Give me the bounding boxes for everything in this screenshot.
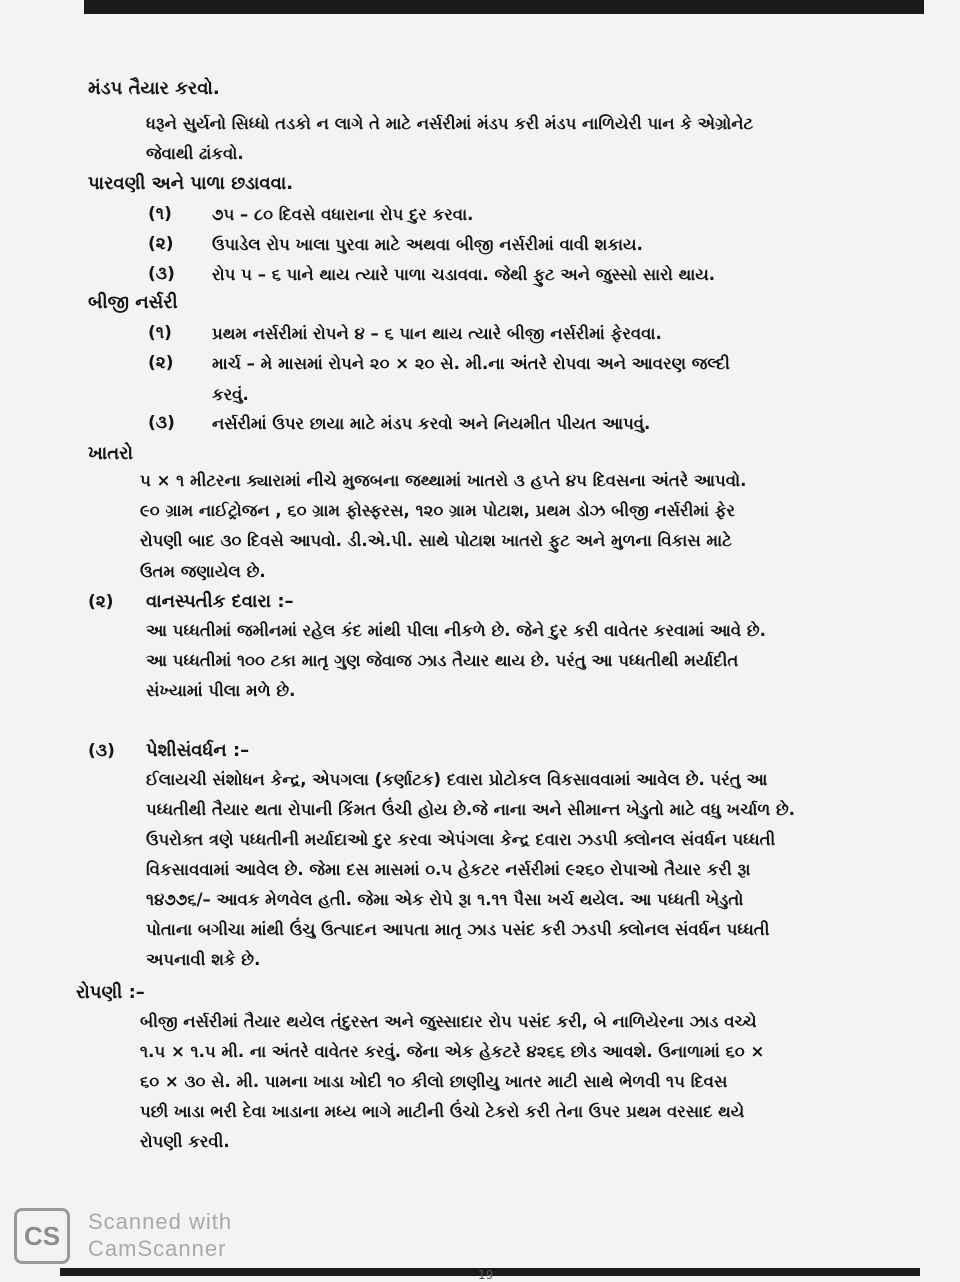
ropani-line-5: રોપણી કરવી. xyxy=(140,1132,230,1151)
paravni-item-2: ઉપાડેલ રોપ ખાલા પુરવા માટે અથવા બીજી નર્સરીમાં વાવી શકાય. xyxy=(212,235,643,254)
biji-num-3: (૩) xyxy=(148,413,175,433)
heading-mandap: મંડપ તૈયાર કરવો. xyxy=(88,78,220,99)
paravni-item-3: રોપ ૫ – ૬ પાને થાય ત્યારે પાળા ચડાવવા. જેથી ફુટ અને જુસ્સો સારો થાય. xyxy=(212,265,716,284)
khatro-line-3: રોપણી બાદ ૩૦ દિવસે આપવો. ડી.એ.પી. સાથે પોટાશ ખાતરો ફુટ અને મુળના વિકાસ માટે xyxy=(140,531,732,550)
ropani-line-3: ૬૦ × ૩૦ સે. મી. પામના ખાડા ખોદી ૧૦ કીલો છાણીયુ ખાતર માટી સાથે ભેળવી ૧૫ દિવસ xyxy=(140,1072,728,1091)
heading-paravni: પારવણી અને પાળા છડાવવા. xyxy=(88,173,294,194)
peshi-line-4: વિકસાવવામાં આવેલ છે. જેમા દસ માસમાં ૦.૫ હેકટર નર્સરીમાં ૯૨૬૦ રોપાઓ તૈયાર કરી રૂા xyxy=(146,860,751,879)
peshi-line-5: ૧૪૭૭૬/– આવક મેળવેલ હતી. જેમા એક રોપે રૂા ૧.૧૧ પૈસા ખર્ચ થયેલ. આ પધ્ધતી ખેડુતો xyxy=(146,890,744,909)
mandap-line-2: જેવાથી ઢાંકવો. xyxy=(146,144,244,163)
vanaspatik-line-1: આ પધ્ધતીમાં જમીનમાં રહેલ કંદ માંથી પીલા નીકળે છે. જેને દુર કરી વાવેતર કરવામાં આવે છે. xyxy=(146,621,766,640)
watermark-line-2: CamScanner xyxy=(88,1236,227,1261)
watermark-text xyxy=(88,1208,232,1262)
ropani-line-2: ૧.૫ × ૧.૫ મી. ના અંતરે વાવેતર કરવું. જેના એક હેકટરે ૪૨૬૬ છોડ આવશે. ઉનાળામાં ૬૦ × xyxy=(140,1042,765,1061)
ropani-line-4: પછી ખાડા ભરી દેવા ખાડાના મધ્ય ભાગે માટીની ઉંચો ટેકરો કરી તેના ઉપર પ્રથમ વરસાદ થયે xyxy=(140,1102,745,1121)
biji-item-3: નર્સરીમાં ઉપર છાયા માટે મંડપ કરવો અને નિયમીત પીયત આપવું. xyxy=(212,414,651,433)
biji-item-1: પ્રથમ નર્સરીમાં રોપને ૪ – ૬ પાન થાય ત્યારે બીજી નર્સરીમાં ફેરવવા. xyxy=(212,324,662,343)
vanaspatik-line-3: સંખ્યામાં પીલા મળે છે. xyxy=(146,681,296,700)
mandap-line-1: ધરૂને સુર્યનો સિધ્ધો તડકો ન લાગે તે માટે નર્સરીમાં મંડપ કરી મંડપ નાળિયેરી પાન કે એગ્રોનેટ xyxy=(146,114,754,133)
vanaspatik-num: (૨) xyxy=(88,592,114,612)
biji-num-2: (૨) xyxy=(148,353,174,373)
page-number: 19 xyxy=(478,1268,494,1282)
vanaspatik-line-2: આ પધ્ધતીમાં ૧૦૦ ટકા માતૃ ગુણ જેવાજ ઝાડ તૈયાર થાય છે. પરંતુ આ પધ્ધતીથી મર્યાદીત xyxy=(146,651,739,670)
peshi-line-2: પધ્ધતીથી તૈયાર થતા રોપાની કિંમત ઉંચી હોય છે.જે નાના અને સીમાન્ત ખેડુતો માટે વધુ ખર્ચાળ છે. xyxy=(146,800,795,819)
peshi-line-7: અપનાવી શકે છે. xyxy=(146,950,261,969)
peshi-line-1: ઈલાયચી સંશોધન કેન્દ્ર, એપગલા (કર્ણાટક) દવારા પ્રોટોકલ વિકસાવવામાં આવેલ છે. પરંતુ આ xyxy=(146,770,768,789)
biji-item-2-line-1: માર્ચ – મે માસમાં રોપને ૨૦ × ૨૦ સે. મી.ના અંતરે રોપવા અને આવરણ જલ્દી xyxy=(212,354,730,373)
khatro-line-1: ૫ × ૧ મીટરના ક્યારામાં નીચે મુજબના જથ્થામાં ખાતરો ૩ હપ્તે ૪૫ દિવસના અંતરે આપવો. xyxy=(140,471,747,490)
biji-num-1: (૧) xyxy=(148,323,172,343)
heading-vanaspatik: વાનસ્પતીક દવારા :– xyxy=(146,591,294,612)
paravni-num-1: (૧) xyxy=(148,204,172,224)
khatro-line-2: ૯૦ ગ્રામ નાઈટ્રોજન , ૬૦ ગ્રામ ફોસ્ફરસ, ૧૨૦ ગ્રામ પોટાશ, પ્રથમ ડોઝ બીજી નર્સરીમાં ફેર xyxy=(140,501,736,520)
watermark-line-1: Scanned with xyxy=(88,1209,233,1234)
biji-item-2-line-2: કરવું. xyxy=(212,385,249,404)
camscanner-watermark xyxy=(14,1206,254,1266)
peshi-line-6: પોતાના બગીચા માંથી ઉંચુ ઉત્પાદન આપતા માતૃ ઝાડ પસંદ કરી ઝડપી ક્લોનલ સંવર્ધન પધ્ધતી xyxy=(146,920,770,939)
ropani-line-1: બીજી નર્સરીમાં તૈયાર થયેલ તંદુરસ્ત અને જુસ્સાદાર રોપ પસંદ કરી, બે નાળિયેરના ઝાડ વચ્ચે xyxy=(140,1012,757,1031)
peshi-num: (૩) xyxy=(88,741,115,761)
paravni-item-1: ૭૫ – ૮૦ દિવસે વધારાના રોપ દુર કરવા. xyxy=(212,205,474,224)
peshi-line-3: ઉપરોક્ત ત્રણે પધ્ધતીની મર્યાદાઓ દુર કરવા એપંગલા કેન્દ્ર દવારા ઝડપી ક્લોનલ સંવર્ધન પધ્ધતી xyxy=(146,830,776,849)
heading-khatro: ખાતરો xyxy=(88,443,133,464)
paravni-num-3: (૩) xyxy=(148,264,175,284)
camscanner-logo-icon: CS xyxy=(14,1208,70,1264)
paravni-num-2: (૨) xyxy=(148,234,174,254)
khatro-line-4: ઉતમ જણાયેલ છે. xyxy=(140,562,266,581)
heading-biji-nursery: બીજી નર્સરી xyxy=(88,292,178,313)
heading-peshi: પેશીસંવર્ધન :– xyxy=(146,740,250,761)
heading-ropani: રોપણી :– xyxy=(76,982,145,1003)
